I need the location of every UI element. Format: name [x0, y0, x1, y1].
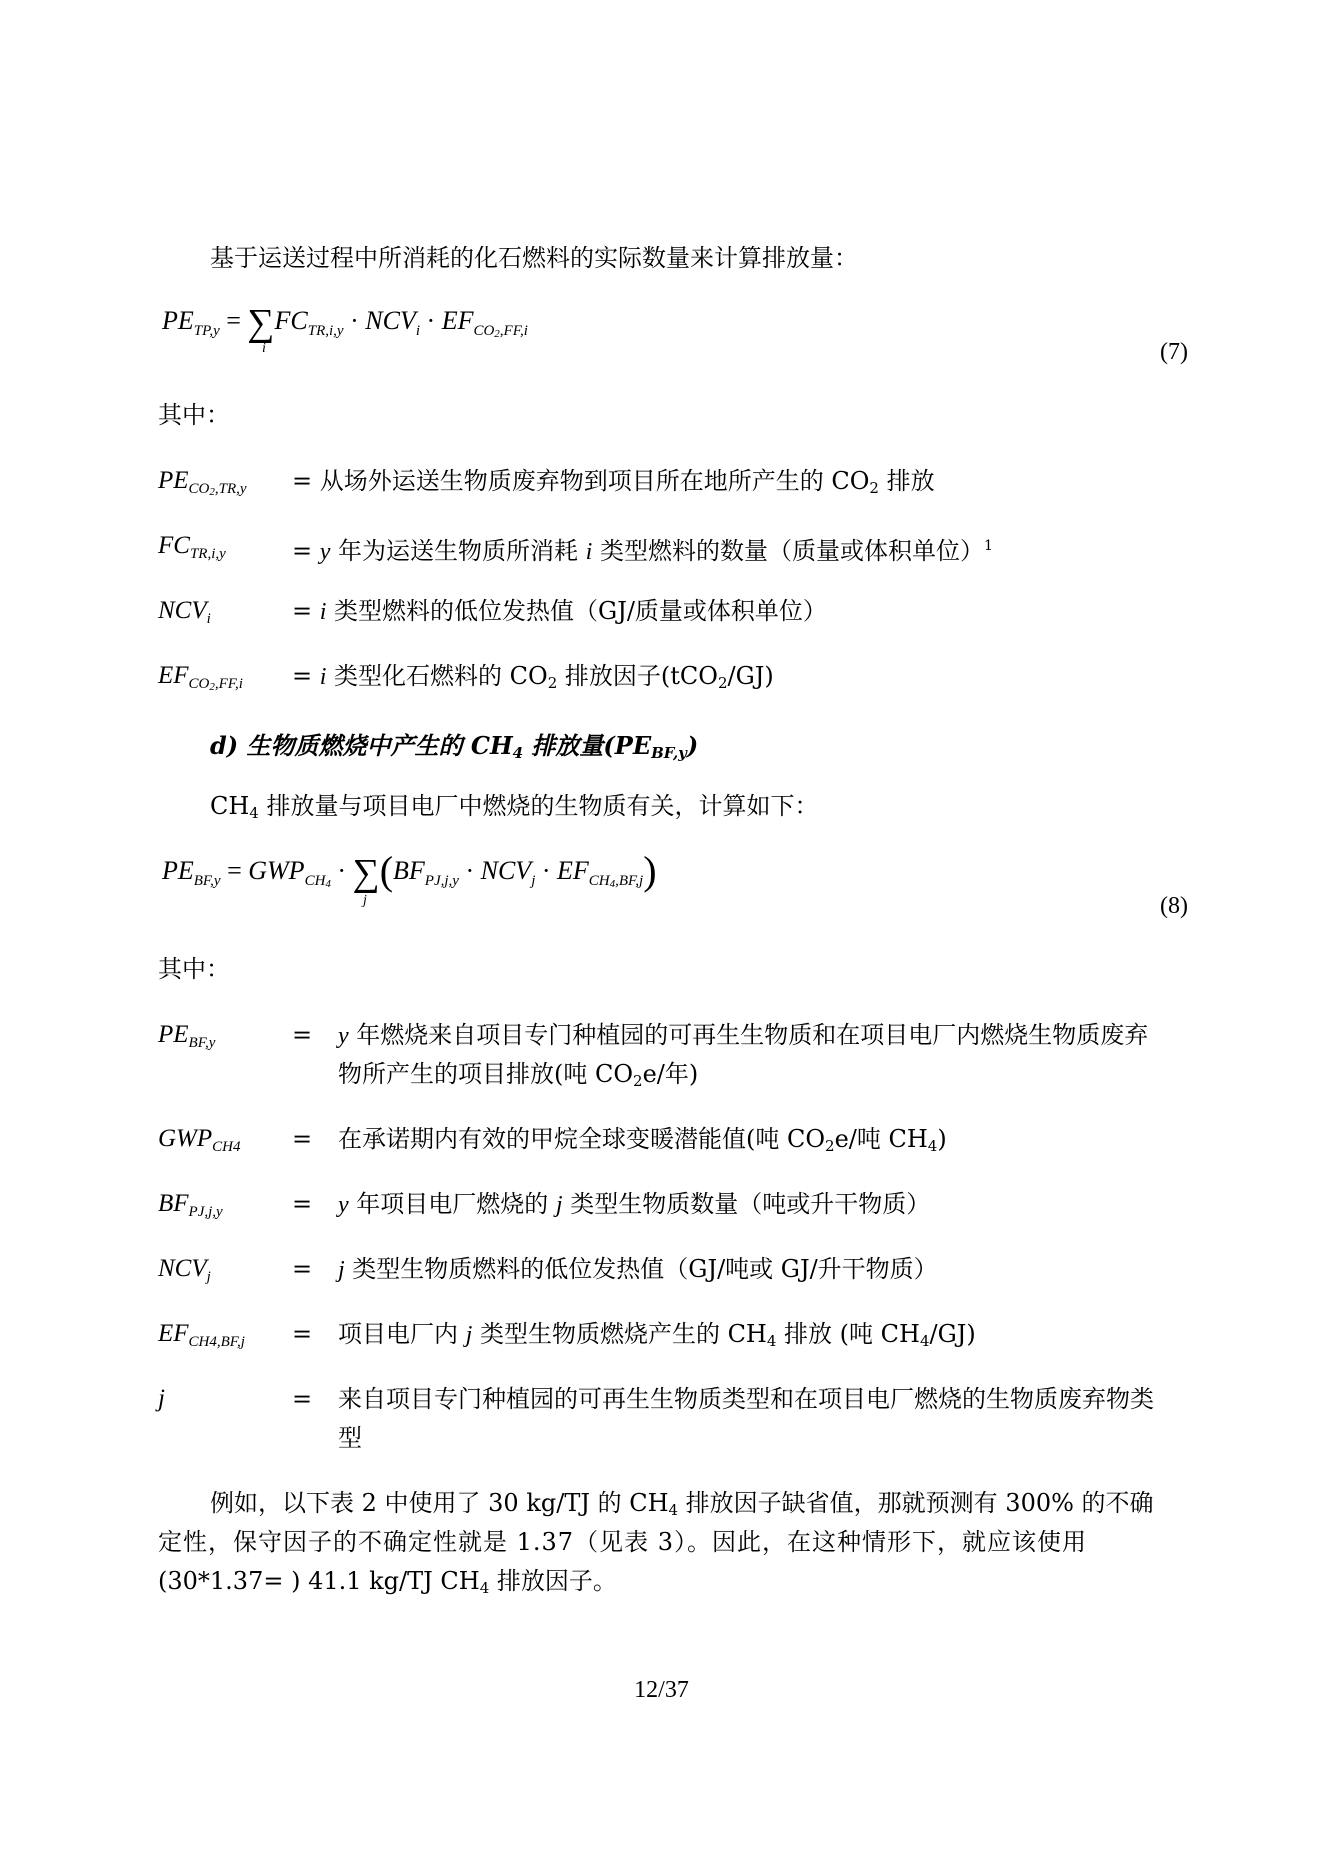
def-desc-gwp: 在承诺期内有效的甲烷全球变暖潜能值(吨 $CO_2e/$吨 $CH_4$) [338, 1125, 947, 1155]
def-eq-bf: = [292, 1190, 313, 1218]
def-symbol-pe-bf: $PE_{BF,y}$ [158, 1021, 216, 1051]
def-eq-gwp: = [292, 1125, 313, 1153]
where-label: 其中： [158, 401, 230, 429]
def-desc-pe-bf-line1: y 年燃烧来自项目专门种植园的可再生生物质和在项目电厂内燃烧生物质废弃 [338, 1021, 1149, 1049]
def-symbol-j: j [158, 1385, 165, 1412]
def-eq-ncv-j: = [292, 1255, 313, 1283]
intro-paragraph-ch4: $CH_4$ 排放量与项目电厂中燃烧的生物质有关，计算如下： [210, 792, 819, 822]
def-desc-pe-bf-line2: 物所产生的项目排放(吨 $CO_2e/$年) [338, 1060, 699, 1090]
def-eq-j: = [292, 1385, 313, 1413]
where-label-2: 其中： [158, 955, 230, 983]
def-symbol-fc: $FC_{TR,i,y}$ [158, 532, 226, 562]
equation-number-7: (7) [1160, 339, 1188, 365]
def-eq-ef-ch4: = [292, 1320, 313, 1348]
page-number: 12/37 [634, 1677, 689, 1703]
def-desc-ncv-i: = i 类型燃料的低位发热值（GJ/质量或体积单位） [292, 597, 827, 625]
def-symbol-pe-co2-tr: $PE_{CO_2,TR,y}$ [158, 467, 247, 498]
closing-paragraph-line1: 例如，以下表 2 中使用了 30 kg/TJ 的 $CH_4$ 排放因子缺省值，那就预测有 300% 的不确 [210, 1489, 1154, 1519]
intro-paragraph: 基于运送过程中所消耗的化石燃料的实际数量来计算排放量： [210, 244, 858, 272]
footnote-marker[interactable]: 1 [983, 538, 993, 554]
equation-8: $PE_{BF,y} = GWP_{CH_4} \cdot \sum(BF_{PJ,j,y} \cdot NCV_j \cdot EF_{CH_4,BF,j})$ [162, 848, 657, 894]
equation-7: $PE_{TP,y} = \sum FC_{TR,i,y} \cdot NCV_i \cdot EF_{CO_2,FF,i}$ [162, 302, 528, 344]
def-symbol-bf: $BF_{PJ,j,y}$ [158, 1190, 223, 1220]
def-desc-ef-ch4: 项目电厂内 j 类型生物质燃烧产生的 $CH_4$ 排放 (吨 $CH_4/GJ$) [338, 1320, 976, 1350]
def-desc-bf: y 年项目电厂燃烧的 j 类型生物质数量（吨或升干物质） [338, 1190, 931, 1218]
closing-paragraph-line2: 定性，保守因子的不确定性就是 1.37（见表 3）。因此，在这种情形下，就应该使用 [158, 1528, 1087, 1556]
def-symbol-ncv-j: $NCV_j$ [158, 1255, 211, 1285]
def-desc-fc: = y 年为运送生物质所消耗 i 类型燃料的数量（质量或体积单位）$^1$ [292, 537, 993, 565]
closing-paragraph-line3: (30*1.37= ) 41.1 kg/TJ $CH_4$ 排放因子。 [158, 1567, 617, 1597]
sum-index-i: i [262, 341, 266, 356]
def-desc-ncv-j: j 类型生物质燃料的低位发热值（GJ/吨或 GJ/升干物质） [338, 1255, 938, 1283]
def-symbol-gwp: $GWP_{CH4}$ [158, 1125, 241, 1155]
def-symbol-ncv-i: $NCV_i$ [158, 597, 211, 627]
def-desc-ef-co2-ff: = i 类型化石燃料的 $CO_2$ 排放因子(tCO$_2$/GJ) [292, 662, 774, 692]
def-eq-pe-bf: = [292, 1021, 313, 1049]
def-symbol-ef-co2-ff: $EF_{CO_2,FF,i}$ [158, 662, 243, 693]
def-symbol-ef-ch4: $EF_{CH4,BF,j}$ [158, 1320, 245, 1350]
def-desc-j-line2: 型 [338, 1424, 362, 1452]
sum-index-j: j [363, 893, 367, 908]
def-desc-j-line1: 来自项目专门种植园的可再生生物质类型和在项目电厂燃烧的生物质废弃物类 [338, 1385, 1154, 1413]
equation-number-8: (8) [1160, 893, 1188, 919]
section-heading-d: d) 生物质燃烧中产生的 $CH_4$ 排放量$(PE_{BF,y})$ [210, 731, 699, 762]
def-desc-pe-co2-tr: = 从场外运送生物质废弃物到项目所在地所产生的 $CO_2$ 排放 [292, 467, 935, 497]
